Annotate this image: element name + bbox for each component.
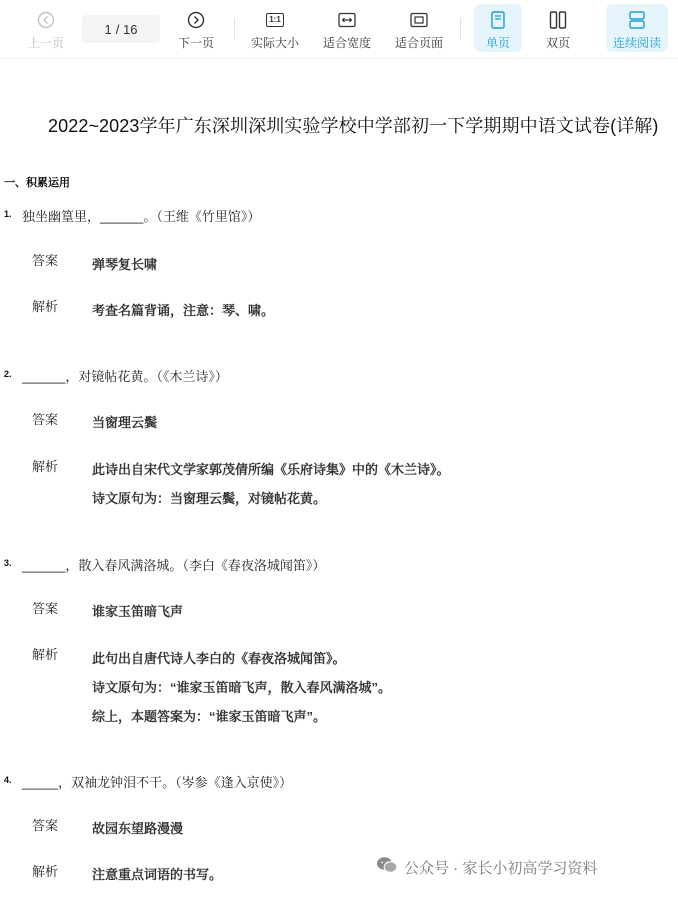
continuous-reading-button[interactable] [606,4,668,52]
analysis-line: 此句出自唐代诗人李白的《春夜洛城闻笛》。 [92,651,346,666]
double-page-label: 双页 [545,36,570,50]
page-total: / 16 [115,21,138,37]
analysis-line: 诗文原句为：当窗理云鬓，对镜帖花黄。 [92,491,327,506]
chevron-left-circle-icon [37,8,55,32]
actual-size-button[interactable] [248,4,302,52]
answer-text: 谁家玉笛暗飞声 [92,604,184,619]
next-page-label: 下一页 [177,36,214,50]
wechat-icon [376,856,398,878]
toolbar-divider [460,18,461,40]
analysis-line: 此诗出自宋代文学家郭茂倩所编《乐府诗集》中的《木兰诗》。 [92,462,450,477]
answer-tag: 答案 [32,601,59,616]
answer-text: 弹琴复长啸 [92,257,158,272]
document-title: 2022~2023学年广东深圳深圳实验学校中学部初一下学期期中语文试卷(详解) [48,116,659,136]
toolbar-divider [234,18,235,40]
question-text: _____，双袖龙钟泪不干。（岑参《逢入京使》） [22,775,293,790]
prev-page-button[interactable] [24,4,68,52]
answer-text: 故园东望路漫漫 [92,821,184,836]
analysis-line: 注意重点词语的书写。 [92,867,223,882]
actual-size-icon: 1:1 [266,8,284,32]
analysis-line: 综上，本题答案为：“谁家玉笛暗飞声”。 [92,709,327,724]
analysis-line: 考查名篇背诵，注意：琴、啸。 [92,303,275,318]
question-number: 1. [4,209,12,219]
fit-page-button[interactable] [392,4,446,52]
fit-page-label: 适合页面 [394,36,443,50]
answer-tag: 答案 [32,818,59,833]
double-page-icon [549,8,567,32]
fit-width-button[interactable] [320,4,374,52]
fit-width-label: 适合宽度 [322,36,371,50]
fit-page-icon [410,8,428,32]
single-page-label: 单页 [485,36,510,50]
continuous-reading-label: 连续阅读 [612,36,661,50]
answer-tag: 答案 [32,412,59,427]
question-text: 独坐幽篁里，______。（王维《竹里馆》） [22,209,261,224]
continuous-reading-icon [628,8,646,32]
question-text: ______，散入春风满洛城。（李白《春夜洛城闻笛》） [22,558,326,573]
analysis-tag: 解析 [32,647,59,662]
single-page-icon [490,8,506,32]
analysis-tag: 解析 [32,864,59,879]
single-page-button[interactable] [474,4,522,52]
actual-size-label: 实际大小 [250,36,299,50]
next-page-button[interactable] [174,4,218,52]
question-text: ______，对镜帖花黄。（《木兰诗》） [22,369,228,384]
question-number: 2. [4,369,12,379]
analysis-tag: 解析 [32,299,59,314]
question-number: 4. [4,775,12,785]
viewer-toolbar [0,0,678,59]
fit-width-icon [338,8,356,32]
analysis-tag: 解析 [32,459,59,474]
double-page-button[interactable] [534,4,582,52]
wechat-watermark [376,856,597,878]
chevron-right-circle-icon [187,8,205,32]
watermark-text: 公众号 · 家长小初高学习资料 [404,859,598,877]
section-heading: 一、积累运用 [4,177,70,189]
analysis-line: 诗文原句为：“谁家玉笛暗飞声，散入春风满洛城”。 [92,680,392,695]
answer-tag: 答案 [32,253,59,268]
question-number: 3. [4,558,12,568]
page-current: 1 [104,21,112,37]
prev-page-label: 上一页 [27,36,64,50]
answer-text: 当窗理云鬓 [92,415,158,430]
page-number-field[interactable] [82,15,160,43]
